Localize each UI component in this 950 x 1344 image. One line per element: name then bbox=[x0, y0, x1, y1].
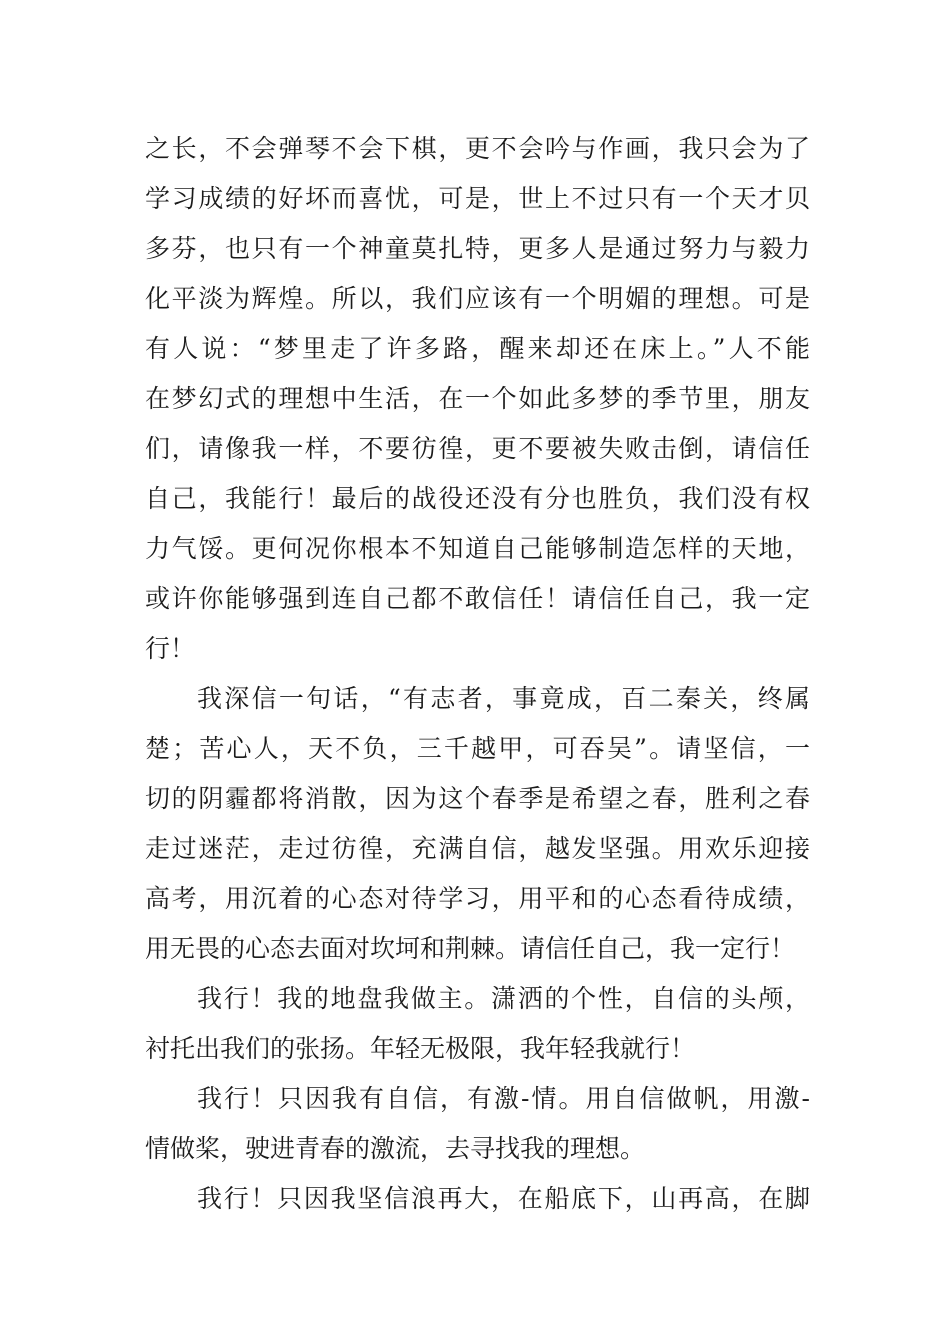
text-line: 情做桨，驶进青春的激流，去寻找我的理想。 bbox=[145, 1134, 646, 1163]
text-line: 走过迷茫，走过彷徨，充满自信，越发坚强。用欢乐迎接 bbox=[145, 834, 810, 863]
text-line: 多芬，也只有一个神童莫扎特，更多人是通过努力与毅力 bbox=[145, 234, 810, 263]
text-line: 学习成绩的好坏而喜忧，可是，世上不过只有一个天才贝 bbox=[145, 184, 810, 213]
text-line: 我行！只因我坚信浪再大，在船底下，山再高，在脚 bbox=[197, 1184, 810, 1213]
paragraph bbox=[145, 674, 810, 974]
paragraph bbox=[145, 124, 810, 674]
text-line: 有人说：“梦里走了许多路，醒来却还在床上。”人不能 bbox=[145, 334, 810, 363]
text-line: 力气馁。更何况你根本不知道自己能够制造怎样的天地， bbox=[145, 534, 810, 563]
text-line: 楚；苦心人，天不负，三千越甲，可吞吴”。请坚信，一 bbox=[145, 734, 810, 763]
text-line: 切的阴霾都将消散，因为这个春季是希望之春，胜利之春 bbox=[145, 784, 810, 813]
text-line: 化平淡为辉煌。所以，我们应该有一个明媚的理想。可是 bbox=[145, 284, 810, 313]
paragraph bbox=[145, 974, 810, 1074]
paragraph bbox=[145, 1174, 810, 1224]
text-line: 高考，用沉着的心态对待学习，用平和的心态看待成绩， bbox=[145, 884, 810, 913]
text-line: 行！ bbox=[145, 634, 196, 663]
text-line: 自己，我能行！最后的战役还没有分也胜负，我们没有权 bbox=[145, 484, 810, 513]
text-line: 们，请像我一样，不要彷徨，更不要被失败击倒，请信任 bbox=[145, 434, 810, 463]
text-line: 衬托出我们的张扬。年轻无极限，我年轻我就行！ bbox=[145, 1034, 696, 1063]
text-line: 之长，不会弹琴不会下棋，更不会吟与作画，我只会为了 bbox=[145, 134, 810, 163]
text-line: 在梦幻式的理想中生活，在一个如此多梦的季节里，朋友 bbox=[145, 384, 810, 413]
text-line: 用无畏的心态去面对坎坷和荆棘。请信任自己，我一定行！ bbox=[145, 934, 796, 963]
text-line: 我行！我的地盘我做主。潇洒的个性，自信的头颅， bbox=[197, 984, 810, 1013]
text-line: 或许你能够强到连自己都不敢信任！请信任自己，我一定 bbox=[145, 584, 810, 613]
paragraph bbox=[145, 1074, 810, 1174]
body-text bbox=[145, 124, 810, 1224]
text-line: 我行！只因我有自信，有激-情。用自信做帆，用激- bbox=[197, 1084, 810, 1113]
text-line: 我深信一句话，“有志者，事竟成，百二秦关，终属 bbox=[197, 684, 810, 713]
